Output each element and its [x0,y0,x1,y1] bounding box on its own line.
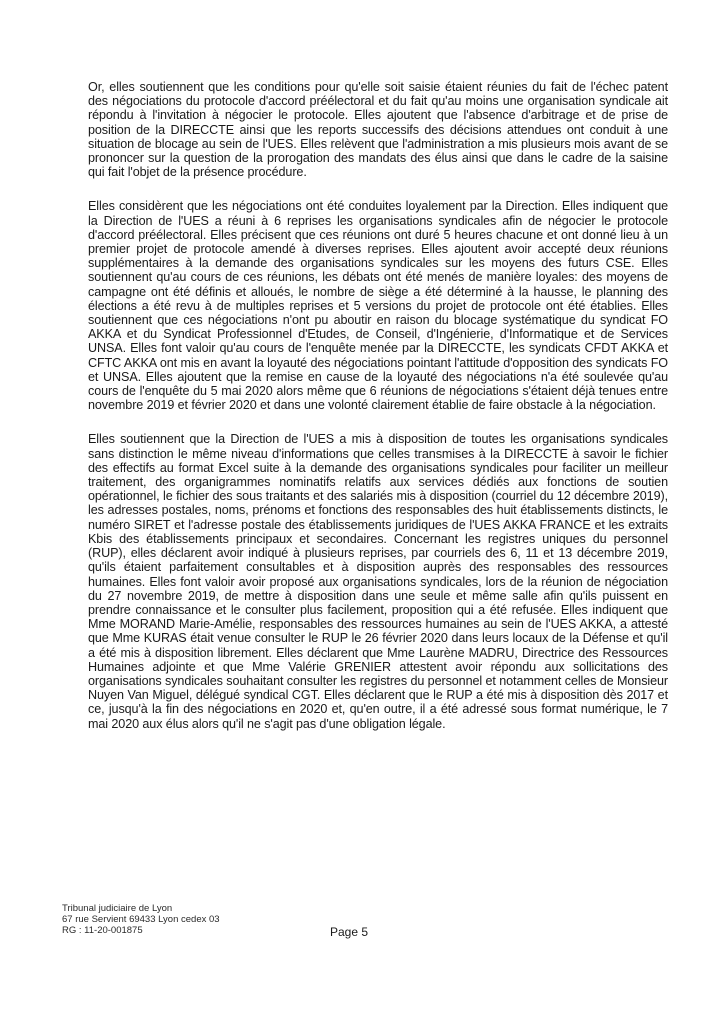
case-number: RG : 11-20-001875 [62,925,143,936]
document-body [88,80,668,751]
court-address: 67 rue Servient 69433 Lyon cedex 03 [62,914,220,925]
paragraph-1: Or, elles soutiennent que les conditions pour qu'elle soit saisie étaient réunies du fait de l'échec patent des négociations du protocole d'accord préélectoral et du fait qu'au moins une organisation syndicale ait répondu à l'invitation à négocier le protocole. Elles ajoutent que l'absence d'arbitrage et de prise de position de la DIRECCTE ainsi que les reports successifs des décisions attendues ont conduit à une situation de blocage au sein de l'UES. Elles relèvent que l'administration a mis plusieurs mois avant de se prononcer sur la question de la prorogation des mandats des élus ainsi que dans le cadre de la saisine qui fait l'objet de la présence procédure. [88,80,668,180]
page-number: Page 5 [330,925,369,939]
court-name: Tribunal judiciaire de Lyon [62,903,173,914]
court-footer [62,903,220,936]
paragraph-2: Elles considèrent que les négociations ont été conduites loyalement par la Direction. Elles indiquent que la Direction de l'UES a réuni à 6 reprises les organisations syndicales afin de négocier le protocole d'accord préélectoral. Elles précisent que ces réunions ont duré 5 heures chacune et ont donné lieu à un premier projet de protocole amendé à diverses reprises. Elles ajoutent avoir accepté deux réunions supplémentaires à la demande des organisations syndicales sur les moyens des futurs CSE. Elles soutiennent qu'au cours de ces réunions, les débats ont été menés de manière loyales: des moyens de campagne ont été définis et alloués, le nombre de siège a été déterminé à la hausse, le planning des élections a été revu à de multiples reprises et 5 versions du projet de protocole ont été établies. Elles soutiennent que ces négociations n'ont pu aboutir en raison du blocage systématique du syndicat FO AKKA et du Syndicat Professionnel d'Etudes, de Conseil, d'Ingénierie, d'Informatique et de Services UNSA. Elles font valoir qu'au cours de l'enquête menée par la DIRECCTE, les syndicats CFDT AKKA et CFTC AKKA ont mis en avant la loyauté des négociations pointant l'attitude d'opposition des syndicats FO et UNSA. Elles ajoutent que la remise en cause de la loyauté des négociations n'a été soulevée qu'au cours de l'enquête du 5 mai 2020 alors même que 6 réunions de négociations s'étaient déjà tenues entre novembre 2019 et février 2020 et dans une volonté clairement établie de faire obstacle à la négociation. [88,199,668,413]
paragraph-3: Elles soutiennent que la Direction de l'UES a mis à disposition de toutes les organisations syndicales sans distinction le même niveau d'informations que celles transmises à la DIRECCTE à savoir le fichier des effectifs au format Excel suite à la demande des organisations syndicales pour faciliter un meilleur traitement, des organigrammes nominatifs relatifs aux services dédiés aux fonctions de soutien opérationnel, le fichier des sous traitants et des salariés mis à disposition (courriel du 12 décembre 2019), les adresses postales, noms, prénoms et fonctions des responsables des huit établissements distincts, le numéro SIRET et l'adresse postale des établissements juridiques de l'UES AKKA FRANCE et les extraits Kbis des établissements principaux et secondaires. Concernant les registres uniques du personnel (RUP), elles déclarent avoir indiqué à plusieurs reprises, par courriels des 6, 11 et 13 décembre 2019, qu'ils étaient parfaitement consultables et à disposition auprès des responsables des ressources humaines. Elles font valoir avoir proposé aux organisations syndicales, lors de la réunion de négociation du 27 novembre 2019, de mettre à disposition dans une seule et même salle afin qu'ils puissent en prendre connaissance et le consulter plus facilement, proposition qui a été refusée. Elles indiquent que Mme MORAND Marie-Amélie, responsables des ressources humaines au sein de l'UES AKKA, a attesté que Mme KURAS était venue consulter le RUP le 26 février 2020 dans leurs locaux de la Défense et qu'il a été mis à disposition librement. Elles déclarent que Mme Laurène MADRU, Directrice des Ressources Humaines adjointe et que Mme Valérie GRENIER attestent avoir répondu aux sollicitations des organisations syndicales souhaitant consulter les registres du personnel et notamment celles de Monsieur Nuyen Van Miguel, délégué syndical CGT. Elles déclarent que le RUP a été mis à disposition dès 2017 et ce, jusqu'à la fin des négociations en 2020 et, qu'en outre, il a été adressé sous format numérique, le 7 mai 2020 aux élus alors qu'il ne s'agit pas d'une obligation légale. [88,432,668,731]
